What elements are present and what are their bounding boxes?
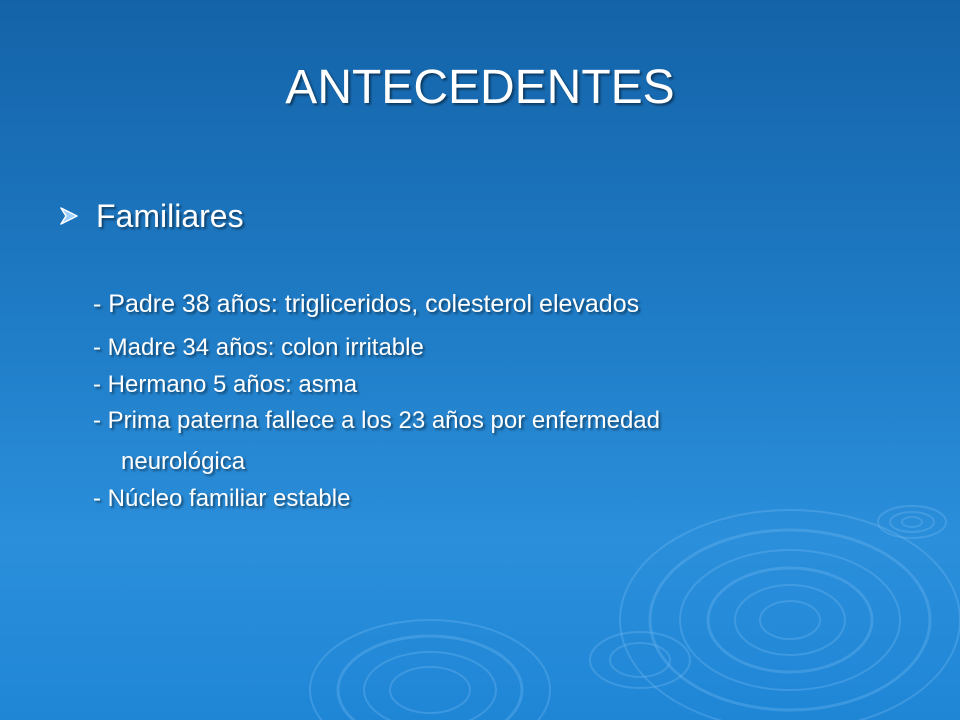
slide-title: ANTECEDENTES xyxy=(285,61,675,114)
section-label: Familiares xyxy=(96,198,244,234)
detail-line-hermano: - Hermano 5 años: asma xyxy=(93,371,358,398)
detail-line-prima: - Prima paterna fallece a los 23 años por enfermedad xyxy=(93,407,660,434)
detail-line-prima-continued: neurológica xyxy=(121,448,246,475)
section-bullet xyxy=(58,192,244,240)
detail-line-nucleo: - Núcleo familiar estable xyxy=(93,485,351,512)
detail-line-padre: - Padre 38 años: trigliceridos, colesterol elevados xyxy=(93,290,640,318)
arrow-bullet-icon xyxy=(58,205,80,227)
detail-line-madre: - Madre 34 años: colon irritable xyxy=(93,334,424,361)
